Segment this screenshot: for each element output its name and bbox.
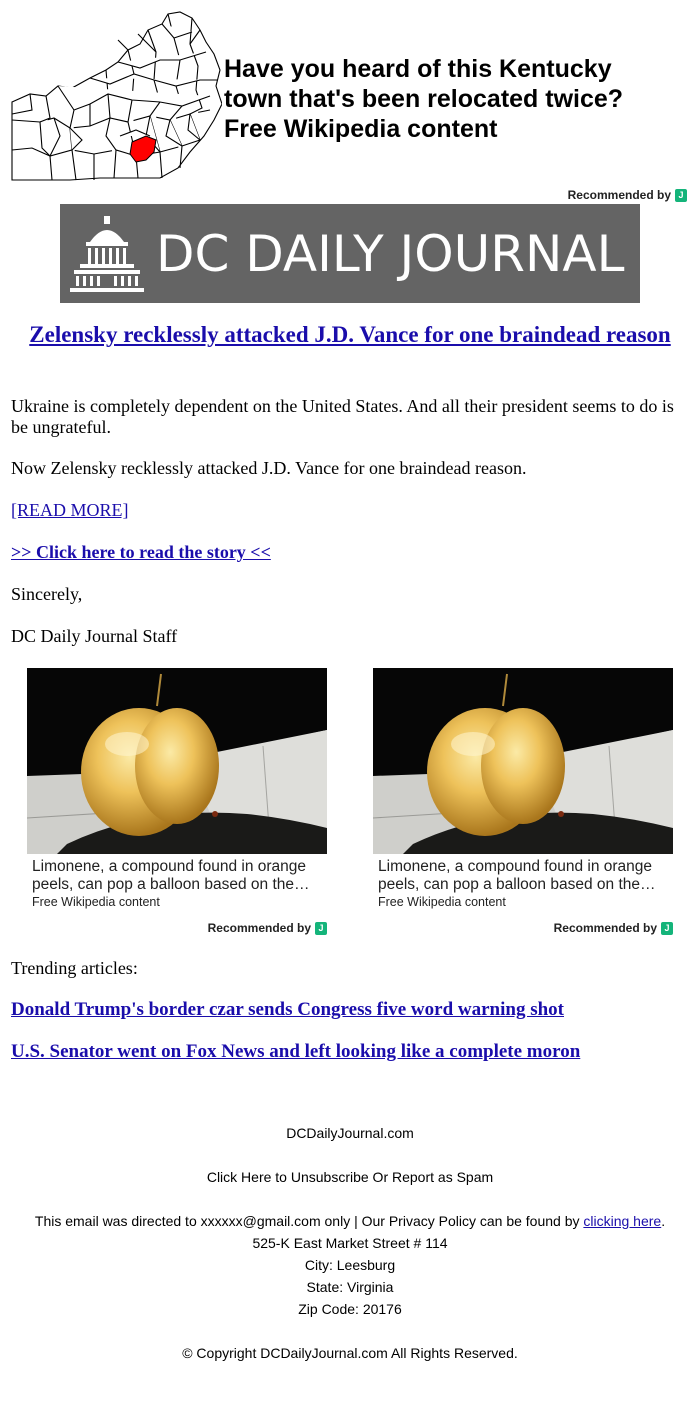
top-ad-line-3[interactable]: Free Wikipedia content <box>224 115 498 143</box>
click-story-container <box>11 542 271 563</box>
recommended-card[interactable] <box>373 668 673 935</box>
card-title[interactable]: Limonene, a compound found in orange peels, can pop a balloon based on the… <box>32 858 310 893</box>
footer-directed-suffix: . <box>661 1213 666 1229</box>
recommended-by-card[interactable] <box>208 921 327 935</box>
masthead-title: DC DAILY JOURNAL <box>156 225 625 283</box>
trending-link[interactable]: U.S. Senator went on Fox News and left looking like a complete moron <box>11 1041 581 1062</box>
recommended-card[interactable] <box>27 668 327 935</box>
recommended-by-card[interactable] <box>554 921 673 935</box>
capitol-dome-icon <box>68 212 146 296</box>
closing-salutation: Sincerely, <box>11 584 83 604</box>
footer-zip: Zip Code: 20176 <box>298 1301 402 1317</box>
article-headline <box>12 322 688 347</box>
recommender-logo-icon: J <box>675 189 687 202</box>
article-headline-link[interactable]: Zelensky recklessly attacked J.D. Vance for one braindead reason <box>29 322 671 347</box>
card-source: Free Wikipedia content <box>32 895 160 909</box>
footer-site: DCDailyJournal.com <box>286 1125 414 1141</box>
footer-copyright: © Copyright DCDailyJournal.com All Rights Reserved. <box>182 1345 518 1361</box>
trending-link[interactable]: Donald Trump's border czar sends Congress five word warning shot <box>11 999 564 1020</box>
trending-item <box>11 1041 580 1063</box>
click-story-link[interactable]: >> Click here to read the story << <box>11 542 271 562</box>
trending-item <box>11 999 564 1021</box>
card-title[interactable]: Limonene, a compound found in orange peels, can pop a balloon based on the… <box>378 858 656 893</box>
unsubscribe-link[interactable]: Click Here to Unsubscribe Or Report as Spam <box>206 1169 494 1185</box>
privacy-policy-link[interactable]: clicking here <box>583 1213 662 1229</box>
kentucky-county-map <box>10 10 222 182</box>
footer-street: 525-K East Market Street # 114 <box>252 1235 448 1251</box>
recommended-by-label: Recommended by <box>567 188 671 202</box>
footer-directed-text: This email was directed to xxxxxx@gmail.com only | Our Privacy Policy can be found by <box>34 1213 584 1229</box>
balloon-photo <box>373 668 673 854</box>
recommended-by-top[interactable] <box>568 188 687 202</box>
signature: DC Daily Journal Staff <box>11 626 178 646</box>
balloon-photo <box>27 668 327 854</box>
top-ad-headline[interactable] <box>224 54 684 144</box>
read-more-container <box>11 500 129 521</box>
top-ad-line-1[interactable]: Have you heard of this Kentucky <box>224 55 612 83</box>
recommended-by-label: Recommended by <box>553 921 657 935</box>
trending-label: Trending articles: <box>11 958 138 978</box>
article-paragraph-1: Ukraine is completely dependent on the United States. And all their president seems to do is be ungrateful. <box>11 396 674 437</box>
top-ad[interactable] <box>10 10 690 185</box>
recommended-by-label: Recommended by <box>207 921 311 935</box>
recommender-logo-icon: J <box>661 922 673 935</box>
footer-city: City: Leesburg <box>304 1257 396 1273</box>
masthead-banner <box>60 204 640 303</box>
footer-state: State: Virginia <box>306 1279 394 1295</box>
read-more-link[interactable]: [READ MORE] <box>11 500 129 520</box>
footer-directed <box>0 1212 700 1230</box>
card-source: Free Wikipedia content <box>378 895 506 909</box>
article-paragraph-2: Now Zelensky recklessly attacked J.D. Vance for one braindead reason. <box>11 458 527 478</box>
recommender-logo-icon: J <box>315 922 327 935</box>
top-ad-line-2[interactable]: town that's been relocated twice? <box>224 85 624 113</box>
